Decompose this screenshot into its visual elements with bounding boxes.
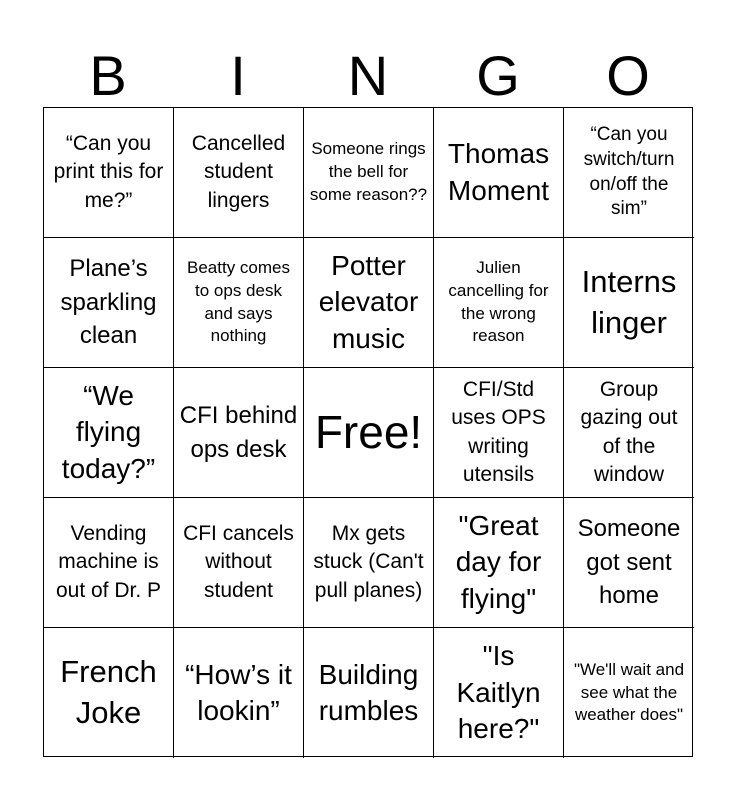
bingo-cell-r2c3[interactable]	[304, 238, 434, 368]
bingo-cell-r5c4[interactable]	[434, 628, 564, 758]
bingo-cell-r4c5[interactable]	[564, 498, 694, 628]
cell-text: Beatty comes to ops desk and says nothing	[187, 257, 290, 346]
cell-text: “How’s it lookin”	[185, 658, 292, 726]
bingo-cell-r1c1[interactable]	[44, 108, 174, 238]
bingo-cell-r2c4[interactable]	[434, 238, 564, 368]
bingo-cell-r1c2[interactable]	[174, 108, 304, 238]
bingo-cell-r5c2[interactable]	[174, 628, 304, 758]
cell-text: Interns linger	[581, 263, 677, 340]
cell-text: CFI/Std uses OPS writing utensils	[451, 377, 546, 486]
header-letter-b: B	[89, 44, 127, 107]
cell-text: CFI behind ops desk	[179, 401, 298, 463]
cell-text: Mx gets stuck (Can't pull planes)	[313, 521, 424, 602]
cell-text: Cancelled student lingers	[191, 131, 286, 212]
bingo-cell-r1c5[interactable]	[564, 108, 694, 238]
cell-text: Potter elevator music	[318, 249, 419, 354]
bingo-cell-r3c4[interactable]	[434, 368, 564, 498]
cell-text: “Can you print this for me?”	[53, 131, 164, 212]
header-letter-n: N	[347, 44, 389, 107]
bingo-cell-r3c1[interactable]	[44, 368, 174, 498]
cell-text: “We flying today?”	[61, 379, 156, 484]
bingo-header	[43, 44, 693, 108]
cell-text: French Joke	[60, 654, 157, 730]
cell-text: Thomas Moment	[447, 138, 550, 206]
cell-text: CFI cancels without student	[183, 521, 294, 602]
cell-text: Someone rings the bell for some reason??	[309, 139, 428, 204]
bingo-cell-r2c2[interactable]	[174, 238, 304, 368]
cell-text: “Can you switch/turn on/off the sim”	[583, 124, 675, 220]
bingo-card	[43, 107, 693, 757]
bingo-cell-r4c3[interactable]	[304, 498, 434, 628]
header-letter-o: O	[606, 44, 650, 107]
bingo-cell-r3c5[interactable]	[564, 368, 694, 498]
cell-text: Vending machine is out of Dr. P	[55, 521, 162, 602]
header-letter-i: I	[230, 44, 246, 107]
bingo-cell-r4c2[interactable]	[174, 498, 304, 628]
bingo-cell-r1c3[interactable]	[304, 108, 434, 238]
cell-text: Plane’s sparkling clean	[60, 255, 157, 350]
cell-text: Group gazing out of the window	[580, 377, 678, 486]
cell-text: Free!	[314, 406, 423, 459]
cell-text: Someone got sent home	[577, 515, 681, 610]
bingo-cell-r4c1[interactable]	[44, 498, 174, 628]
bingo-cell-r1c4[interactable]	[434, 108, 564, 238]
cell-text: "Great day for flying"	[455, 509, 542, 614]
bingo-cell-r3c2[interactable]	[174, 368, 304, 498]
bingo-cell-free[interactable]	[304, 368, 434, 498]
cell-text: Julien cancelling for the wrong reason	[448, 257, 549, 346]
bingo-cell-r5c1[interactable]	[44, 628, 174, 758]
cell-text: "We'll wait and see what the weather does"	[573, 659, 685, 725]
bingo-cell-r5c3[interactable]	[304, 628, 434, 758]
bingo-cell-r5c5[interactable]	[564, 628, 694, 758]
cell-text: Building rumbles	[318, 658, 419, 726]
header-letter-g: G	[476, 44, 520, 107]
bingo-cell-r4c4[interactable]	[434, 498, 564, 628]
bingo-cell-r2c5[interactable]	[564, 238, 694, 368]
cell-text: "Is Kaitlyn here?"	[456, 640, 541, 745]
bingo-cell-r2c1[interactable]	[44, 238, 174, 368]
